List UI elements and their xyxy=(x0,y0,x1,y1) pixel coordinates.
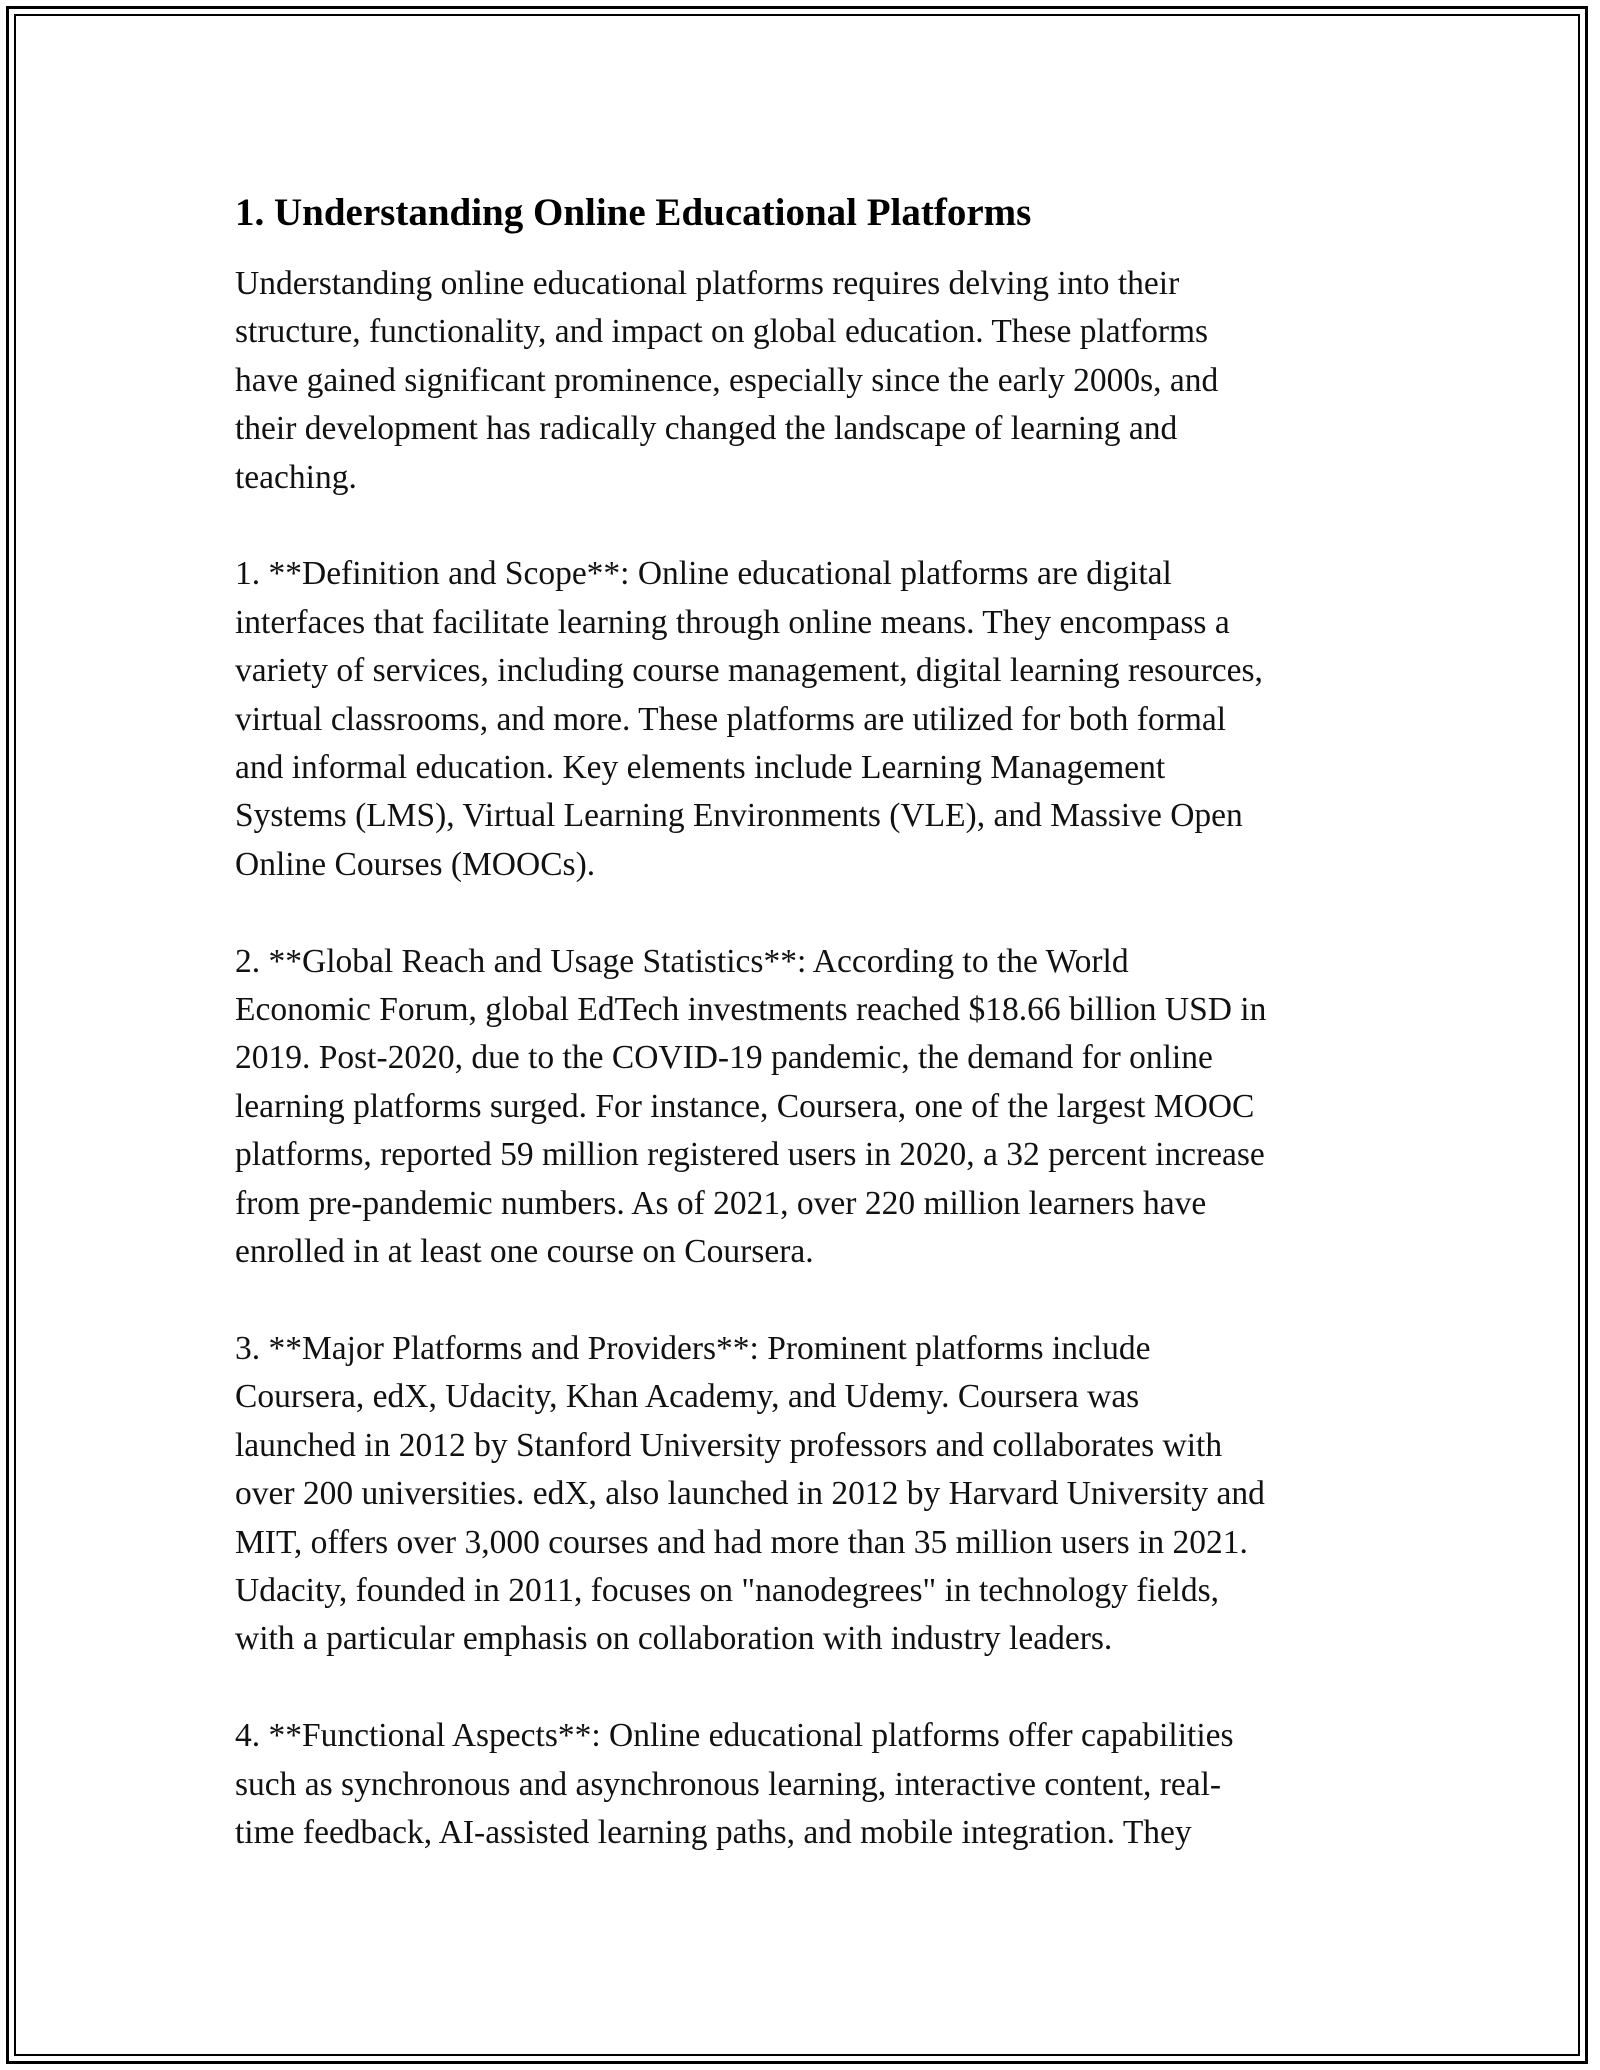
text-line: 1. **Definition and Scope**: Online educational platforms are digital xyxy=(235,555,1172,593)
text-line: 2019. Post-2020, due to the COVID-19 pandemic, the demand for online xyxy=(235,1039,1213,1077)
text-line: structure, functionality, and impact on global education. These platforms xyxy=(235,313,1209,351)
text-line: virtual classrooms, and more. These platforms are utilized for both formal xyxy=(235,700,1227,738)
text-line: platforms, reported 59 million registered users in 2020, a 32 percent increase xyxy=(235,1136,1265,1174)
text-line: such as synchronous and asynchronous learning, interactive content, real- xyxy=(235,1765,1222,1803)
text-line: variety of services, including course management, digital learning resources, xyxy=(235,652,1263,690)
text-line: Systems (LMS), Virtual Learning Environments (VLE), and Massive Open xyxy=(235,797,1243,835)
intro-paragraph xyxy=(235,260,1375,502)
text-line: time feedback, AI-assisted learning paths, and mobile integration. They xyxy=(235,1813,1192,1851)
text-line: interfaces that facilitate learning through online means. They encompass a xyxy=(235,603,1230,641)
text-line: Understanding online educational platforms requires delving into their xyxy=(235,265,1180,302)
text-line: Coursera, edX, Udacity, Khan Academy, and Udemy. Coursera was xyxy=(235,1378,1140,1416)
text-line: teaching. xyxy=(235,458,357,496)
global-reach-paragraph xyxy=(235,938,1375,1277)
text-line: learning platforms surged. For instance, Coursera, one of the largest MOOC xyxy=(235,1087,1255,1125)
document-body xyxy=(235,186,1375,1906)
definition-scope-paragraph xyxy=(235,550,1375,889)
text-line: Online Courses (MOOCs). xyxy=(235,845,596,883)
text-line: 4. **Functional Aspects**: Online educational platforms offer capabilities xyxy=(235,1717,1234,1755)
text-line: have gained significant prominence, especially since the early 2000s, and xyxy=(235,361,1219,399)
text-line: launched in 2012 by Stanford University professors and collaborates with xyxy=(235,1426,1223,1464)
text-line: enrolled in at least one course on Coursera. xyxy=(235,1233,814,1271)
text-line: 3. **Major Platforms and Providers**: Prominent platforms include xyxy=(235,1329,1151,1367)
text-line: their development has radically changed the landscape of learning and xyxy=(235,410,1178,448)
section-heading: 1. Understanding Online Educational Platforms xyxy=(235,191,1032,234)
text-line: 2. **Global Reach and Usage Statistics**: According to the World xyxy=(235,942,1129,980)
text-line: over 200 universities. edX, also launched in 2012 by Harvard University and xyxy=(235,1475,1265,1513)
major-platforms-paragraph xyxy=(235,1325,1375,1664)
text-line: from pre-pandemic numbers. As of 2021, over 220 million learners have xyxy=(235,1184,1207,1222)
text-line: with a particular emphasis on collaboration with industry leaders. xyxy=(235,1620,1113,1658)
text-line: and informal education. Key elements include Learning Management xyxy=(235,749,1166,787)
text-line: Udacity, founded in 2011, focuses on "nanodegrees" in technology fields, xyxy=(235,1571,1220,1609)
functional-aspects-paragraph xyxy=(235,1712,1375,1857)
text-line: MIT, offers over 3,000 courses and had more than 35 million users in 2021. xyxy=(235,1523,1248,1561)
text-line: Economic Forum, global EdTech investments reached $18.66 billion USD in xyxy=(235,991,1267,1029)
